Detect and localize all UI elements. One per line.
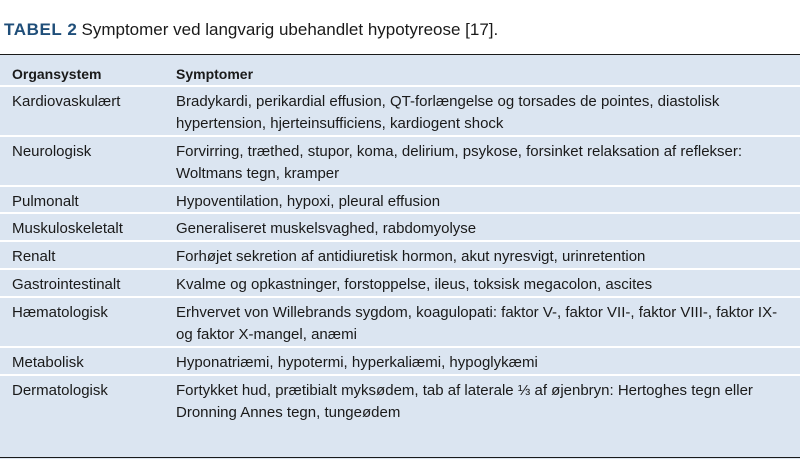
symptoms-cell: Erhvervet von Willebrands sygdom, koagulopati: faktor V-, faktor VII-, faktor VIII-, faktor IX- og faktor X-mangel, anæmi bbox=[176, 304, 778, 343]
header-organsystem: Organsystem bbox=[12, 66, 102, 82]
symptoms-cell: Hyponatriæmi, hypotermi, hyperkaliæmi, hypoglykæmi bbox=[176, 354, 538, 371]
table-caption-text: Symptomer ved langvarig ubehandlet hypotyreose [17]. bbox=[81, 20, 499, 39]
organ-cell: Renalt bbox=[12, 248, 56, 265]
header-symptomer: Symptomer bbox=[176, 66, 254, 82]
table-number-label: TABEL 2 bbox=[4, 20, 78, 39]
table-row bbox=[0, 85, 800, 135]
table-caption bbox=[4, 19, 498, 41]
symptoms-cell: Generaliseret muskelsvaghed, rabdomyolyse bbox=[176, 220, 477, 237]
table-row bbox=[0, 346, 800, 374]
symptoms-cell: Hypoventilation, hypoxi, pleural effusion bbox=[176, 193, 441, 210]
organ-cell: Kardiovaskulært bbox=[12, 93, 121, 110]
table-header-row bbox=[0, 55, 800, 85]
symptom-table bbox=[0, 54, 800, 459]
organ-cell: Dermatologisk bbox=[12, 382, 108, 399]
symptoms-cell: Kvalme og opkastninger, forstoppelse, ileus, toksisk megacolon, ascites bbox=[176, 276, 653, 293]
table-row bbox=[0, 240, 800, 268]
table-row bbox=[0, 268, 800, 296]
symptoms-cell: Forvirring, træthed, stupor, koma, delirium, psykose, forsinket relaksation af reflekser: Woltmans tegn, kramper bbox=[176, 143, 743, 182]
organ-cell: Gastrointestinalt bbox=[12, 276, 121, 293]
symptoms-cell: Bradykardi, perikardial effusion, QT-forlængelse og torsades de pointes, diastolisk hypertension, hjerteinsufficiens, kardiogent shock bbox=[176, 93, 720, 132]
organ-cell: Hæmatologisk bbox=[12, 304, 108, 321]
table-row bbox=[0, 185, 800, 212]
table-row bbox=[0, 296, 800, 346]
organ-cell: Metabolisk bbox=[12, 354, 84, 371]
table-bottom-rule bbox=[0, 457, 800, 458]
table-row bbox=[0, 135, 800, 185]
organ-cell: Muskuloskeletalt bbox=[12, 220, 123, 237]
table-row bbox=[0, 374, 800, 457]
organ-cell: Pulmonalt bbox=[12, 193, 79, 210]
symptoms-cell: Fortykket hud, prætibialt myksødem, tab af laterale ⅓ af øjenbryn: Hertoghes tegn eller Dronning Annes tegn, tungeødem bbox=[176, 382, 753, 421]
symptoms-cell: Forhøjet sekretion af antidiuretisk hormon, akut nyresvigt, urinretention bbox=[176, 248, 646, 265]
table-row bbox=[0, 212, 800, 240]
organ-cell: Neurologisk bbox=[12, 143, 92, 160]
